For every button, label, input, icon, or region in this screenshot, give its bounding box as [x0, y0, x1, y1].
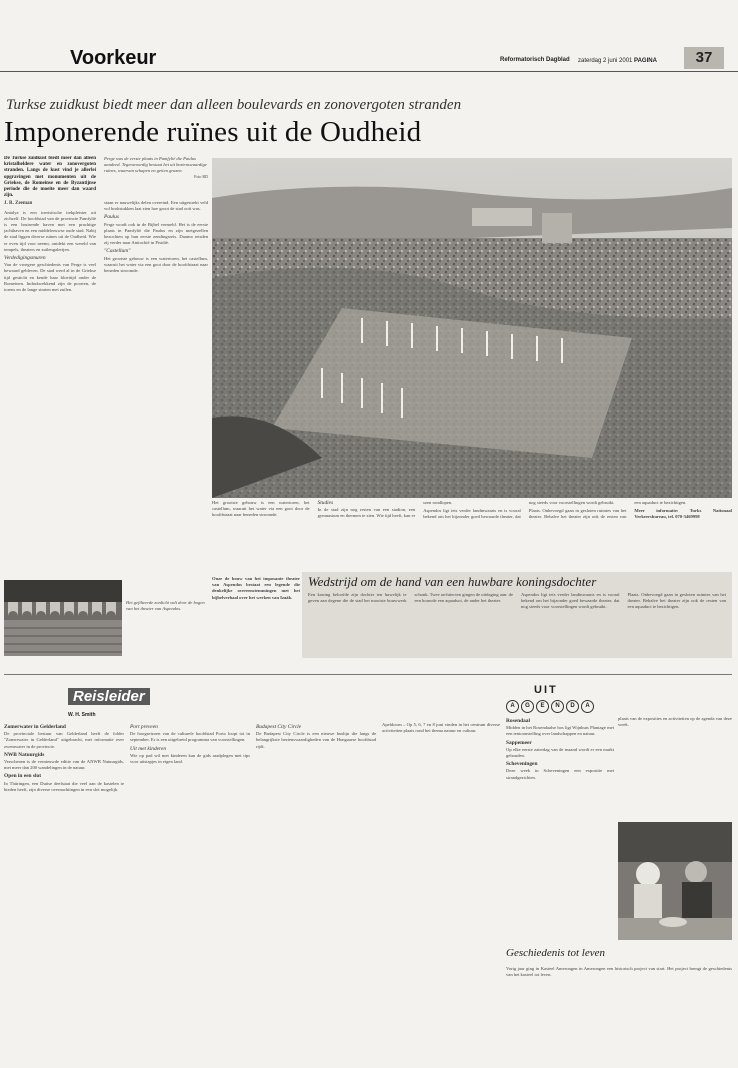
article-column-2 [104, 200, 208, 564]
subheading: Paulus [104, 214, 119, 221]
article-column-1 [4, 156, 96, 564]
reisleider-logo: Reisleider [68, 688, 150, 705]
agenda-text: Op elke eerste zaterdag van de maand wordt er een markt gehouden. [506, 746, 614, 759]
subheading: Studies [317, 500, 334, 506]
agenda-letter: G [521, 700, 534, 713]
item-text: Apeldoorn – Op 5, 6, 7 en 8 juni vinden in het centrum diverse activiteiten plaats rond het thema natuur en cultuur. [382, 722, 500, 734]
article-text: Perge wordt ook in de Bijbel vermeld. Het is de eerste plaats in Pamfylië die Paulus en zijn metgezellen bezochten op hun eerste zendingsreis. Daarna reisden zij verder naar Antiochië in Pisidië. [104, 221, 208, 246]
agenda-heading: Rosendaal [506, 718, 530, 724]
page-header [0, 45, 738, 72]
agenda-letter: E [536, 700, 549, 713]
item-text: De provinciale bestuur van Gelderland heeft de folder "Zomerwater in Gelderland" uitgebracht, met informatie over zwemwater in de provincie. [4, 731, 124, 749]
item-text: De hoogseizoen van de culturele hoofdstad Porto loopt tot in september. Er is een uitgebreid programma van voorstellingen. [130, 731, 250, 743]
subheading: "Castellum" [104, 248, 131, 255]
item-text: Verschenen is de vernieuwde editie van de ANWB Natuurgids, met meer dan 200 wandelingen in de natuur. [4, 759, 124, 771]
photo-credit: Foto RD [194, 174, 208, 179]
article-lower-columns [212, 500, 732, 566]
item-heading: Open in een slot [4, 773, 41, 780]
item-text: In Thüringen, een Duitse deelstaat die veel aan de kastelen te bieden heeft, zijn diverse overnachtingen in een slot mogelijk. [4, 780, 124, 792]
article-text: Plaats. Onbevoegd gaan in gesloten ruimtes van het theater. Behalve het theater zijn ook de resten van een aquaduct te bezichtigen. [528, 500, 687, 520]
item-text: De Budapest City Circle is een nieuwe buslijn die langs de belangrijkste bezienswaardigheden van de Hongaarse hoofdstad rijdt. [256, 731, 376, 749]
theater-photo-caption: Het gefilteerde zonlicht valt door de bogen van het theater van Aspendos. [126, 600, 205, 611]
agenda-text: plaats van de exposities en activiteiten op de agenda van deze week. [618, 716, 732, 728]
item-heading: Budapest City Circle [256, 724, 302, 730]
publication-date: zaterdag 2 juni 2001 PAGINA [578, 58, 657, 64]
section-divider [4, 674, 732, 675]
info-line: Meer informatie: Turks Nationaal Verkeersbureau, tel. 070-3469998 [634, 508, 732, 520]
agenda-letter: N [551, 700, 564, 713]
agenda-heading: Scheveningen [506, 761, 538, 768]
box-intro-text: Onze de bouw van het imposante theater van Aspendos bestaat een legende die denkelijke overeenstemmingen met het bijbelverhaal over het werken van Izaäk. [212, 576, 300, 600]
item-heading: NWB Natuurgids [4, 751, 45, 758]
photo-caption: Perge was de eerste plaats in Pamfylië die Paulus aandeed. Tegenwoordig bestaat het uit bezienswaardige ruïnes, waarvan schapen en geiten grazen. Foto RD [104, 156, 208, 179]
agenda-letter: A [506, 700, 519, 713]
item-text: Wie op pad wil met kinderen kan de gids raadplegen met tips voor uitstapjes in eigen land. [130, 752, 250, 765]
agenda-letter: A [581, 700, 594, 713]
item-heading: Port preveen [130, 724, 158, 730]
reisleider-byline: W. H. Smith [68, 712, 96, 718]
article-text: Het grootste gebouw is een watertoren, het castellum, waaruit het water via een goot door de hoofdstraat naar beneden stroomde. [212, 500, 310, 518]
article-headline: Imponerende ruïnes uit de Oudheid [4, 116, 422, 148]
ruins-photo [212, 158, 732, 498]
agenda-column-1 [506, 716, 614, 942]
box-text: Aspendos ligt iets verder landinwaarts en is vooral bekend om het bijzonder goed bewaarde theater, dat nog steeds voor voorstellingen wordt gebruikt. [521, 592, 620, 610]
agenda-feature-title: Geschiedenis tot leven [506, 947, 605, 959]
agenda-letter: D [566, 700, 579, 713]
item-heading: Zomerwater in Gelderland [4, 724, 66, 730]
reisleider-column-1 [4, 722, 124, 1058]
section-title: Voorkeur [70, 47, 157, 69]
theater-photo [4, 580, 122, 656]
agenda-heading: Sappemeer [506, 739, 532, 746]
box-text: Een koning beloofde zijn dochter ten huwelijk te geven aan degene die de stad het mooiste bouwwerk schonk. Twee architecten gingen de uitdaging aan: de een bouwde een aquaduct, de ander het theater. [308, 592, 513, 604]
agenda-text: Deze week in Scheveningen een expositie met strandgezichten. [506, 768, 614, 780]
reisleider-column-4 [382, 722, 500, 1058]
article-text: Het grootste gebouw is een watertoren, het castellum, waaruit het water via een goot door de hoofdstraat naar beneden stroomde. [104, 255, 208, 274]
feature-text: Vorig jaar ging in Kasteel Amerongen in Amerongen een historisch project van start. Het project brengt de geschiedenis van het kasteel tot leven. [506, 966, 732, 978]
article-kicker: Turkse zuidkust biedt meer dan alleen boulevards en zonovergoten stranden [6, 97, 462, 113]
article-byline: J. R. Zeeman [4, 201, 33, 207]
page-number: 37 [684, 47, 724, 69]
article-text: Antalya is een toeristische trekpleister uit zichzelf. De hoofdstad van de provincie Pamfylië is een bruisende haven met een prachtige jachthaven en een middeleeuwse oude stad. Nabij de stad liggen diverse ruïnes uit de Oudheid. Wie er even tijd voor neemt, ontdekt een wereld van tempels, theaters en zuilengalerijen. [4, 209, 96, 252]
agenda-column-2 [618, 716, 732, 816]
article-lead: De Turkse zuidkust biedt meer dan alleen kristalheldere water en zonovergoten stranden. Langs de kust vind je allerlei opgravingen met monumenten uit de Griekse, de Romeinse en de Byzantijnse periode die de moeite meer dan waard zijn. [4, 156, 96, 199]
article-text: Van de vroegere geschiedenis van Perge is veel bewaard gebleven. De stad werd al in de Griekse tijd gesticht en kende haar bloeitijd onder de Romeinen. Indrukwekkend zijn de poorten, de torens en de lange straten met zuilen. [4, 262, 96, 293]
article-text: In de stad zijn nog resten van een stadion, een gymnasium en thermen te zien. Wie tijd heeft, kan er uren rondlopen. [317, 500, 453, 519]
agenda-badges [506, 700, 594, 713]
agenda-text: Midden in het Rosendaalse bos ligt Wijnhuis Plantage met een tentoonstelling over landschappen en natuur. [506, 725, 614, 737]
kitchen-photo [618, 822, 732, 940]
legend-box-title: Wedstrijd om de hand van een huwbare koningsdochter [308, 574, 597, 589]
legend-box-text [308, 592, 726, 654]
box-text: Plaats. Onbevoegd gaan in gesloten ruimtes van het theater. Behalve het theater zijn ook de resten van een aquaduct te bezichtigen. [627, 592, 726, 610]
subheading: Verdedigingsmuren [4, 255, 46, 262]
box-intro [212, 576, 300, 660]
uit-label: UIT [534, 684, 558, 696]
item-heading: Uit met kinderen [130, 745, 167, 752]
reisleider-column-2 [130, 722, 250, 1058]
agenda-feature-text [506, 966, 732, 1056]
article-text: staan er nauwelijks delen overeind. Een uitgestrekt veld vol brokstukken laat zien hoe groot de stad ooit was. [104, 200, 208, 212]
article-text: Aspendos ligt iets verder landinwaarts en is vooral bekend om het bijzonder goed bewaarde theater, dat nog steeds voor voorstellingen wordt gebruikt. [423, 500, 615, 520]
publication-name: Reformatorisch Dagblad [500, 57, 570, 63]
reisleider-column-3 [256, 722, 376, 1058]
